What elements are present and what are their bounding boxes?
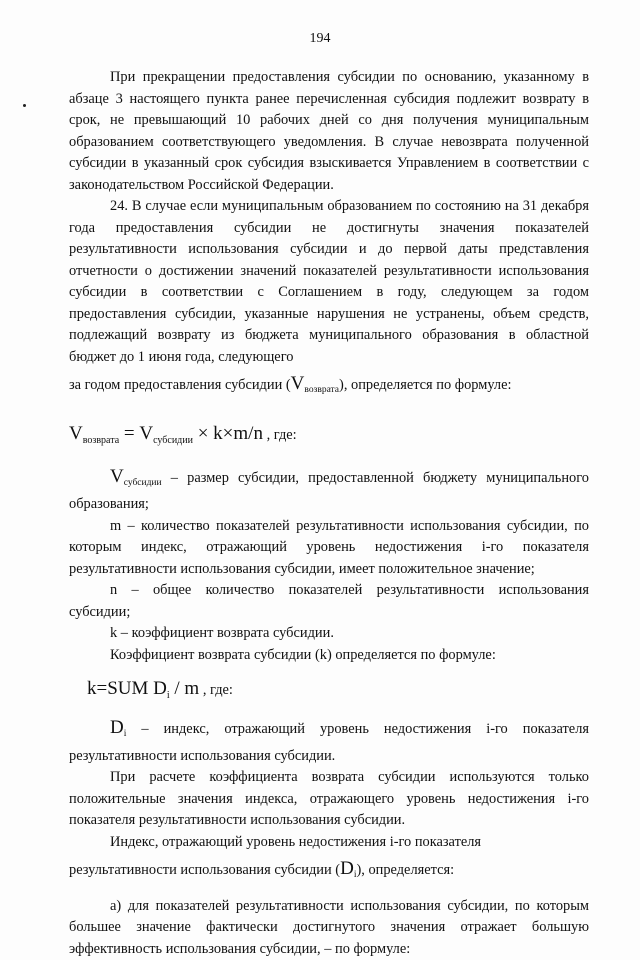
paragraph-24: 24. В случае если муниципальным образованием по состоянию на 31 декабря года предоставления субсидии не достигнуты значения показателей результативности использования субсидии и до первой даты представления отчетности о достижении значений показателей результативности использования субсидии в соответствии с Соглашением в году, следующем за годом предоставления субсидии, указанные нарушения не устранены, объем средств, подлежащий возврату из бюджета муниципального образования в областной бюджет до 1 июня года, следующего: [69, 196, 589, 368]
definition-d: $D_i$ – индекс, отражающий уровень недостижения i-го показателя результативности использования субсидии.: [69, 719, 589, 767]
formula-return-volume: $V_{возврата} = V_{субсидии} \times k\times m/n$ , где:: [69, 421, 589, 454]
definition-v: $V_{субсидии}$ – размер субсидии, предоставленной бюджету муниципального образования;: [69, 468, 589, 516]
paragraph-a: а) для показателей результативности использования субсидии, по которым большее значение фактически достигнутого значения отражает большую эффективность использования субсидии, – по формуле:: [69, 896, 589, 960]
paragraph-24-end: за годом предоставления субсидии $(V_{возврата})$, определяется по формуле:: [69, 375, 589, 402]
definition-k: k – коэффициент возврата субсидии.: [69, 623, 589, 645]
document-body: [69, 67, 589, 960]
definition-m: m – количество показателей результативности использования субсидии, по которым индекс, отражающий уровень недостижения i-го показателя результативности использования субсидии, имеет положительное значение;: [69, 516, 589, 581]
paragraph-subsidy-termination: При прекращении предоставления субсидии по основанию, указанному в абзаце 3 настоящего пункта ранее перечисленная субсидия подлежит возврату в срок, не превышающий 10 рабочих дней со дня получения муниципальным образованием соответствующего уведомления. В случае невозврата полученной субсидии в указанный срок субсидия взыскивается Управлением в соответствии с законодательством Российской Федерации.: [69, 67, 589, 196]
formula-coefficient: k=SUM $D_i$ / m , где:: [87, 676, 589, 709]
definition-n: n – общее количество показателей результативности использования субсидии;: [69, 580, 589, 623]
paragraph-index-end: результативности использования субсидии $(D_i)$, определяется:: [69, 860, 589, 887]
coefficient-intro: Коэффициент возврата субсидии (k) определяется по формуле:: [69, 645, 589, 667]
page-number: 194: [0, 31, 640, 47]
scan-dot: [23, 104, 26, 107]
paragraph-index-line: Индекс, отражающий уровень недостижения i-го показателя: [69, 832, 589, 854]
paragraph-calculation: При расчете коэффициента возврата субсидии используются только положительные значения индекса, отражающего уровень недостижения i-го показателя результативности использования субсидии.: [69, 767, 589, 832]
